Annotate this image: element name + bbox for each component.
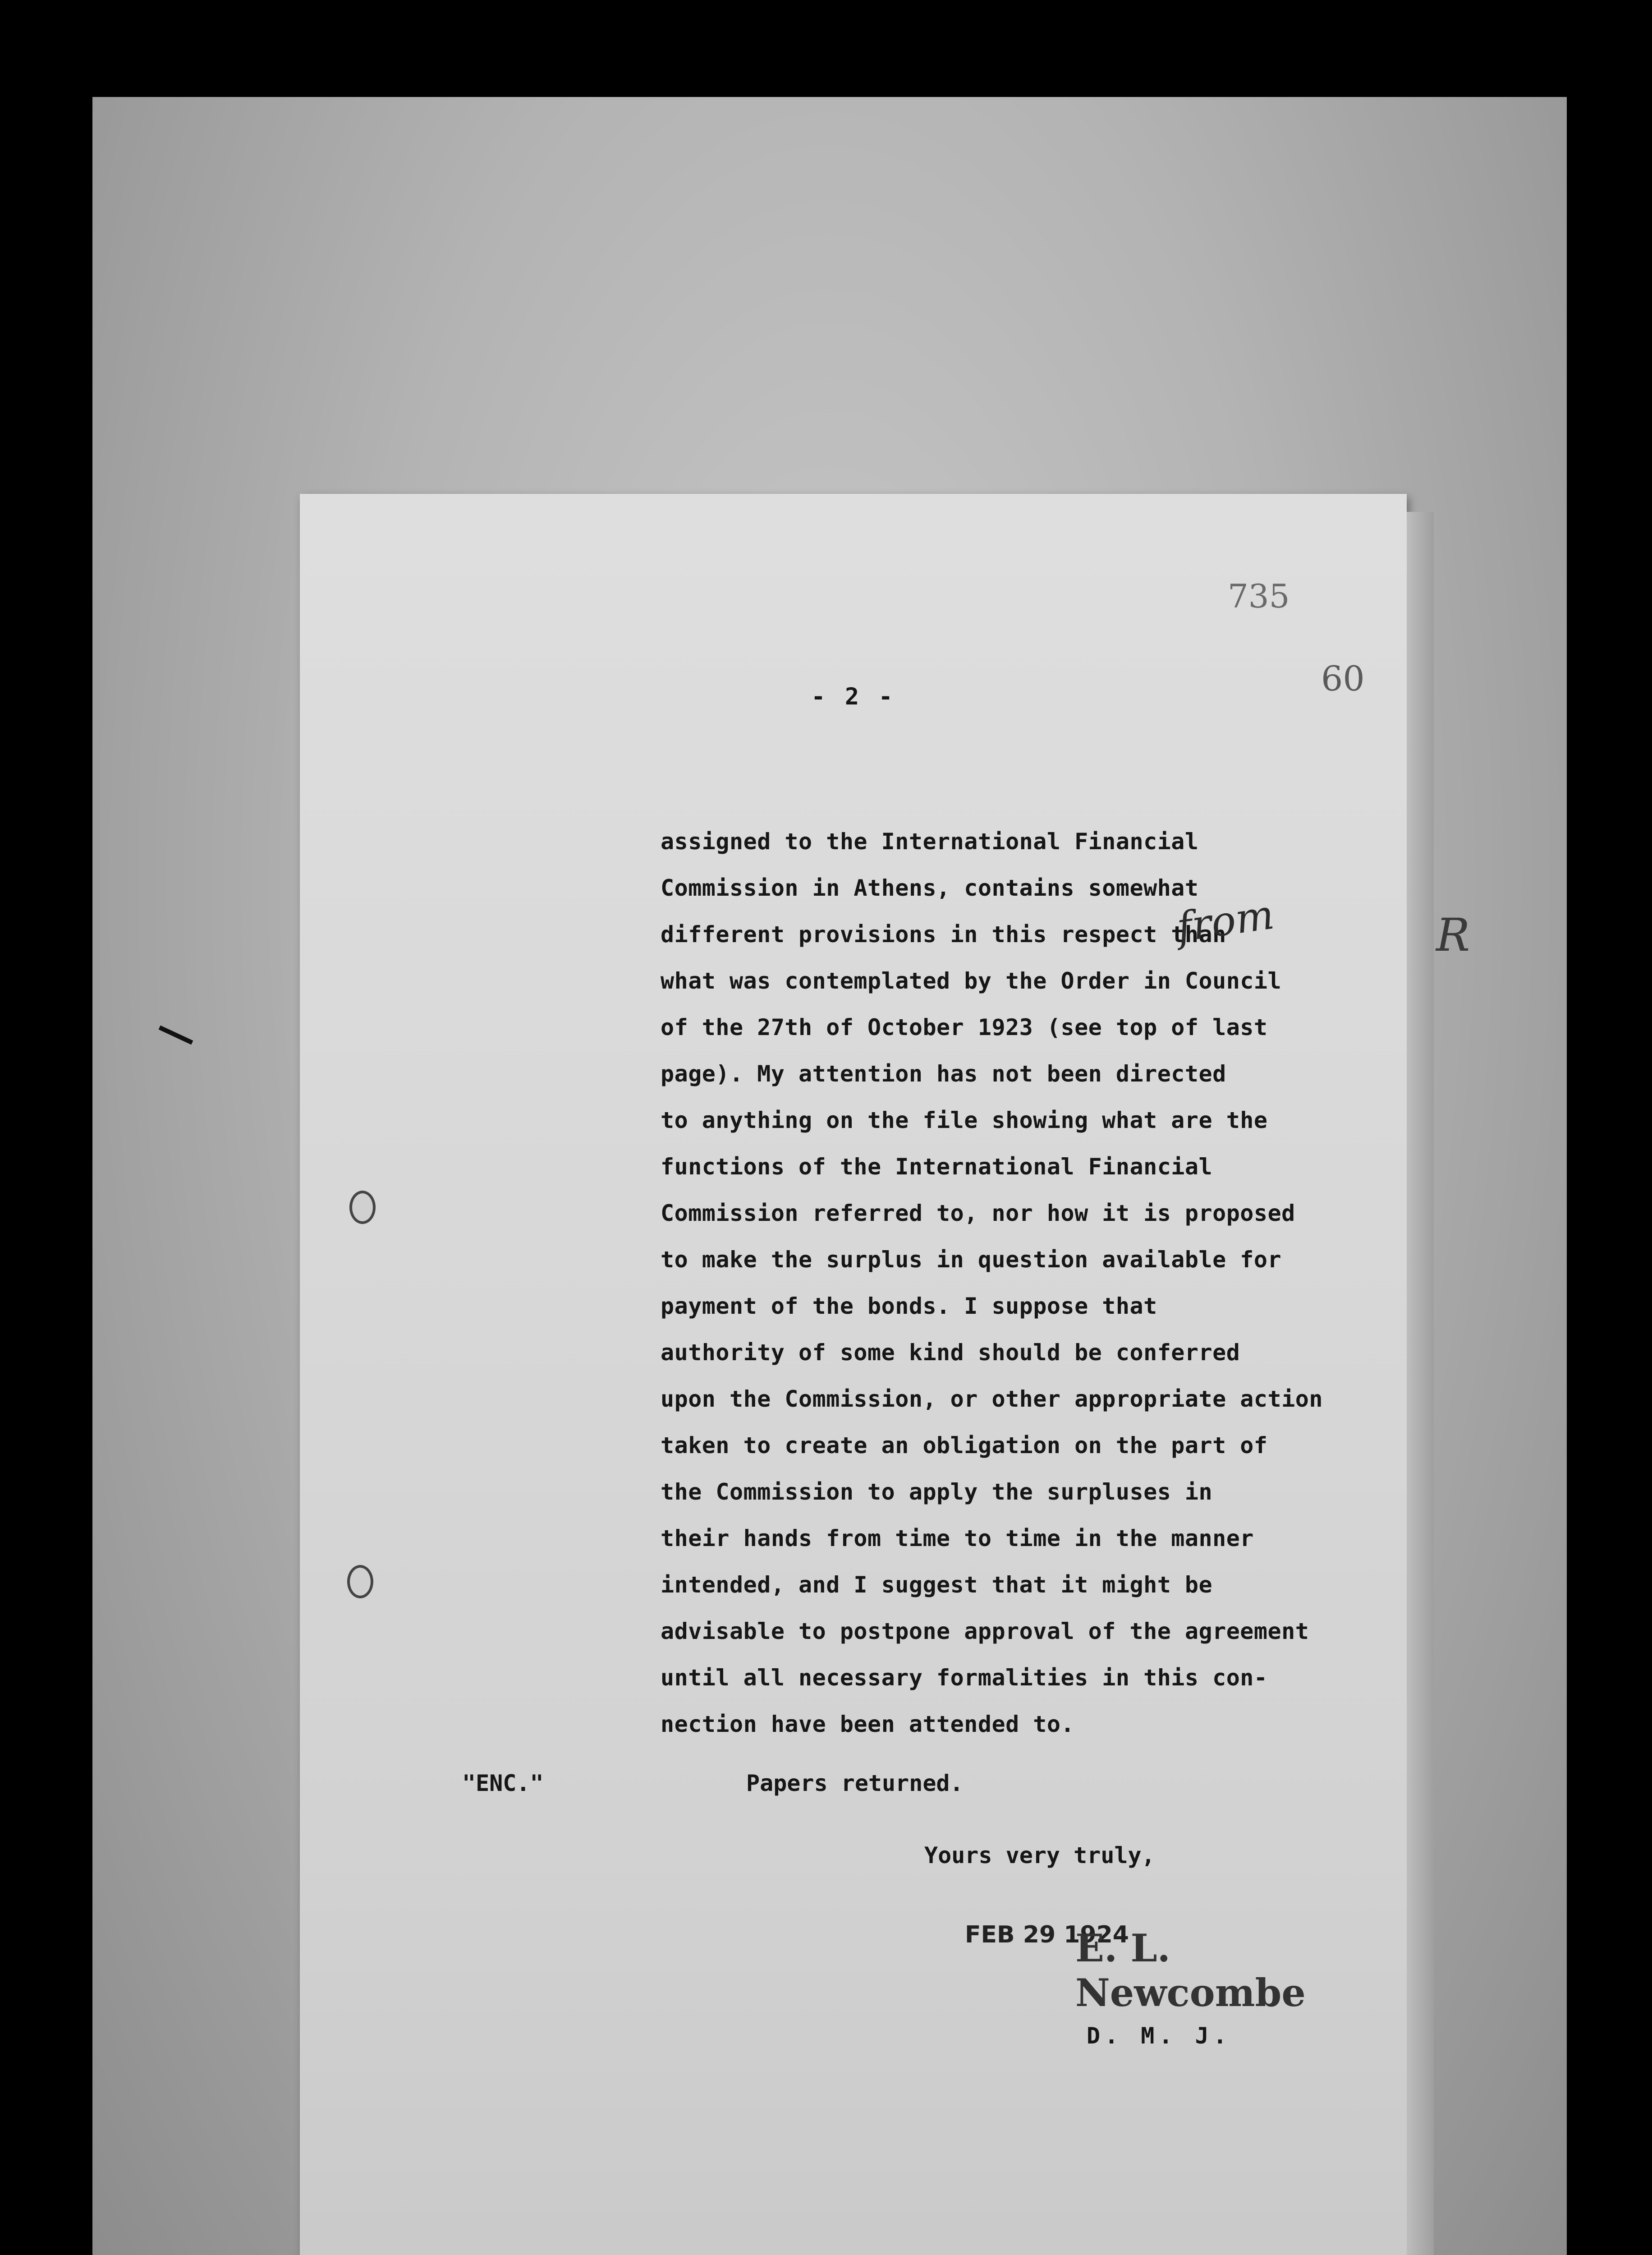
- enclosure-note: "ENC.": [462, 1770, 544, 1796]
- body-line: different provisions in this respect than: [661, 921, 1226, 948]
- body-line: assigned to the International Financial: [661, 828, 1199, 855]
- sheet-edge: [1407, 512, 1434, 2255]
- body-line: Commission in Athens, contains somewhat: [661, 875, 1199, 901]
- body-line: Commission referred to, nor how it is proposed: [661, 1200, 1295, 1226]
- margin-mark: R: [1436, 909, 1470, 962]
- folio-number-right: 60: [1321, 658, 1365, 699]
- body-line: to make the surplus in question available for: [661, 1247, 1282, 1273]
- page-number: - 2 -: [811, 683, 895, 710]
- handwritten-correction: from: [1174, 891, 1277, 952]
- body-line: of the 27th of October 1923 (see top of last: [661, 1014, 1268, 1040]
- body-line: intended, and I suggest that it might be: [661, 1572, 1213, 1598]
- body-line: nection have been attended to.: [661, 1711, 1075, 1737]
- signature: E. L. Newcombe: [1075, 1926, 1306, 2015]
- body-line: payment of the bonds. I suppose that: [661, 1293, 1157, 1319]
- closing-salutation: Yours very truly,: [924, 1842, 1155, 1868]
- letter-body: [661, 819, 1404, 1748]
- body-line: until all necessary formalities in this con-: [661, 1665, 1268, 1691]
- body-line: to anything on the file showing what are the: [661, 1107, 1268, 1133]
- body-line: the Commission to apply the surpluses in: [661, 1479, 1213, 1505]
- body-line: authority of some kind should be conferred: [661, 1339, 1240, 1366]
- body-line: page). My attention has not been directed: [661, 1061, 1226, 1087]
- punch-hole-lower: [347, 1565, 373, 1598]
- body-line: upon the Commission, or other appropriate action: [661, 1386, 1323, 1412]
- papers-returned-note: Papers returned.: [746, 1770, 964, 1796]
- body-line: what was contemplated by the Order in Council: [661, 968, 1282, 994]
- signer-title: D. M. J.: [1087, 2023, 1231, 2049]
- folio-number-top: 735: [1228, 577, 1290, 615]
- punch-hole-upper: [349, 1191, 376, 1224]
- letter-sheet: [300, 494, 1470, 2255]
- body-line: advisable to postpone approval of the agreement: [661, 1618, 1309, 1644]
- body-line: functions of the International Financial: [661, 1154, 1213, 1180]
- body-line: their hands from time to time in the manner: [661, 1525, 1254, 1551]
- date-stamp: FEB 29 1924: [965, 1921, 1129, 1948]
- body-line: taken to create an obligation on the part of: [661, 1432, 1268, 1459]
